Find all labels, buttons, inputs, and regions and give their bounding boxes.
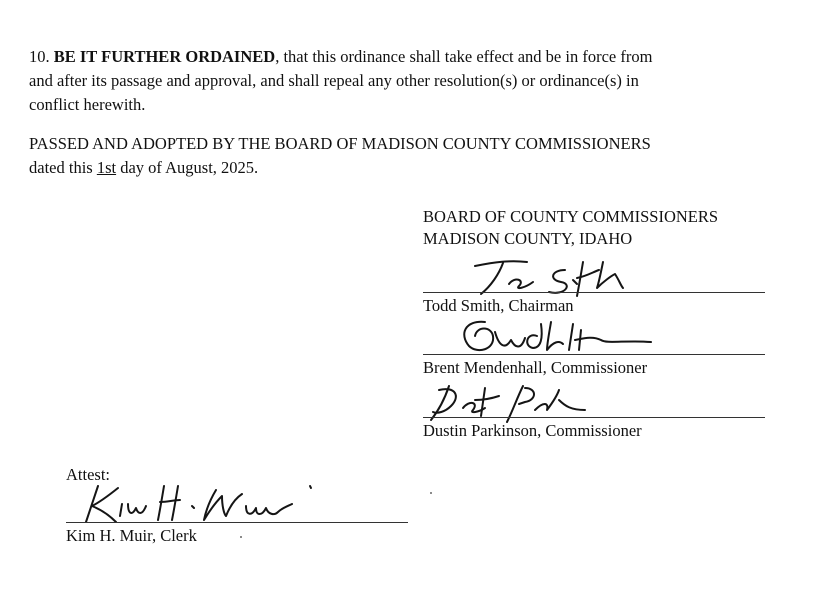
paragraph-10 bbox=[29, 45, 652, 117]
dated-prefix: dated this bbox=[29, 158, 97, 177]
board-county: MADISON COUNTY, IDAHO bbox=[423, 229, 633, 248]
scan-speck bbox=[240, 536, 242, 538]
adoption-statement bbox=[29, 132, 651, 180]
dated-suffix: day of August, 2025. bbox=[116, 158, 259, 177]
paragraph-10-line-2: and after its passage and approval, and shall repeal any other resolution(s) or ordinance(s) in bbox=[29, 71, 639, 90]
paragraph-line-1-rest: , that this ordinance shall take effect and be in force from bbox=[275, 47, 653, 66]
signature-dustin-parkinson bbox=[425, 380, 595, 426]
signature-line-3 bbox=[423, 417, 765, 418]
adoption-day: 1st bbox=[96, 158, 117, 177]
adoption-line-1: PASSED AND ADOPTED BY THE BOARD OF MADISON COUNTY COMMISSIONERS bbox=[29, 134, 651, 153]
signatory-label-1: Todd Smith, Chairman bbox=[423, 296, 574, 315]
attest-signer: Kim H. Muir, Clerk bbox=[66, 526, 197, 545]
adoption-date-line bbox=[29, 156, 651, 180]
signatory-label-3: Dustin Parkinson, Commissioner bbox=[423, 421, 642, 440]
paragraph-10-line-3: conflict herewith. bbox=[29, 95, 146, 114]
paragraph-number: 10. bbox=[29, 47, 50, 66]
scan-speck bbox=[430, 492, 432, 494]
paragraph-10-line-1 bbox=[29, 45, 652, 69]
board-heading bbox=[423, 206, 718, 250]
attest-label: Attest: bbox=[66, 465, 110, 484]
signature-kim-muir bbox=[78, 480, 318, 526]
paragraph-bold-lead: BE IT FURTHER ORDAINED bbox=[53, 47, 276, 66]
signatory-label-2: Brent Mendenhall, Commissioner bbox=[423, 358, 648, 377]
attest-signature-line bbox=[66, 522, 408, 523]
signature-line-1 bbox=[423, 292, 765, 293]
signature-line-2 bbox=[423, 354, 765, 355]
board-name: BOARD OF COUNTY COMMISSIONERS bbox=[423, 207, 719, 226]
